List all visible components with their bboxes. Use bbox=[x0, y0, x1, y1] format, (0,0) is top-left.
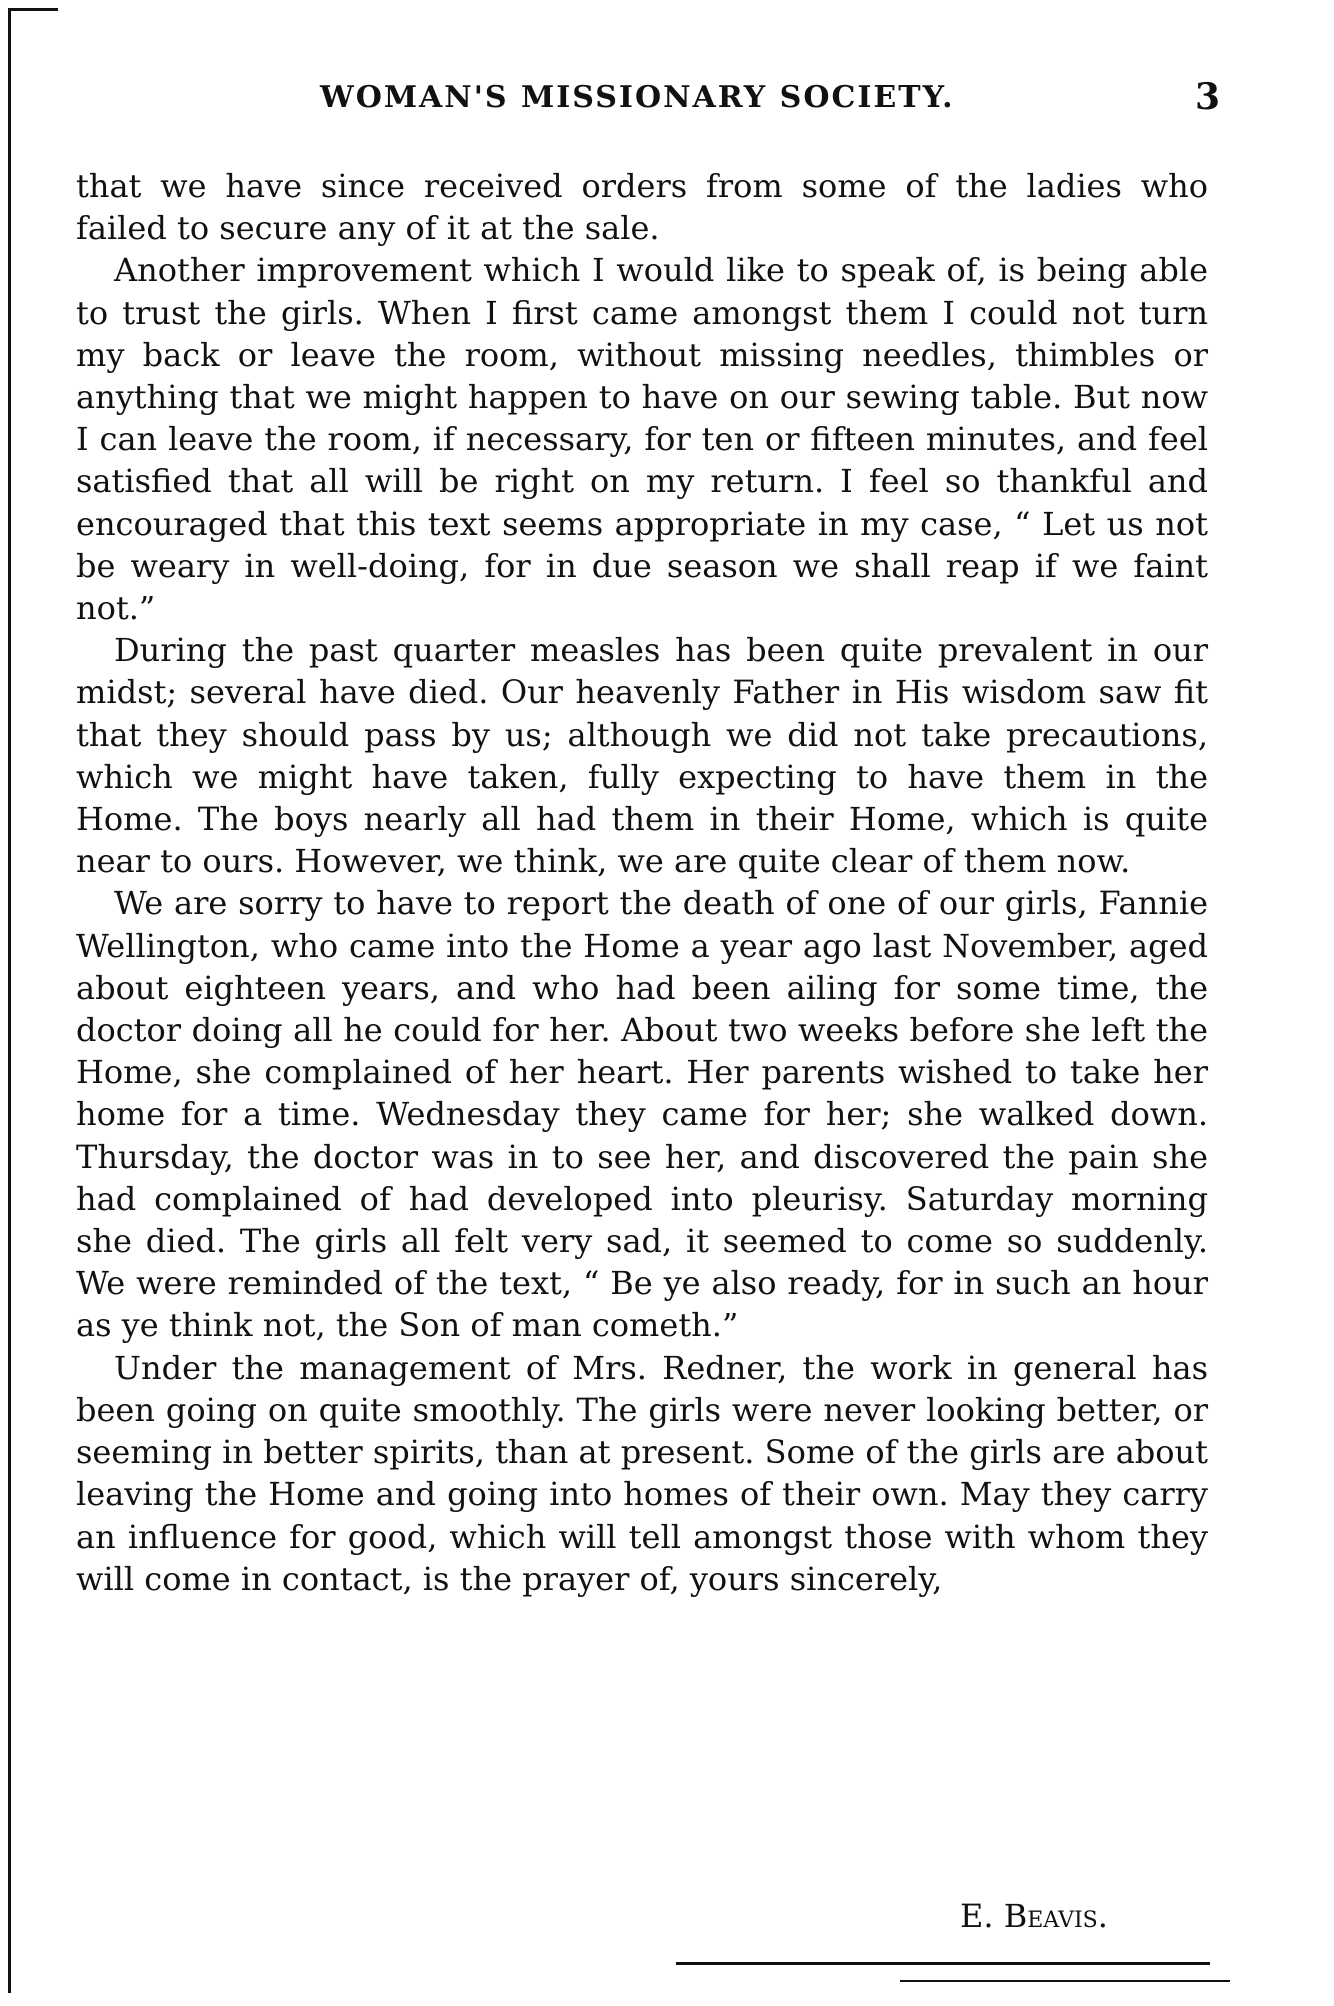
paragraph-death-report: We are sorry to have to report the death of one of our girls, Fannie Wellington, who came into the Home a year ago last November, aged about eighteen years, and who had been ailing for some time, the doctor doing all he could for her. About two weeks before she left the Home, she complained of her heart. Her parents wished to take her home for a time. Wednesday they came for her; she walked down. Thursday, the doctor was in to see her, and discovered the pain she had complained of had developed into pleurisy. Saturday morning she died. The girls all felt very sad, it seemed to come so suddenly. We were reminded of the text, “ Be ye also ready, for in such an hour as ye think not, the Son of man cometh.” bbox=[76, 884, 1208, 1345]
binding-edge-line bbox=[8, 8, 11, 1993]
paragraph-measles: During the past quarter measles has been quite prevalent in our midst; several have died. Our heavenly Father in His wisdom saw fit that they should pass by us; although we did not take precautions, which we might have taken, fully expecting to have them in the Home. The boys nearly all had them in their Home, which is quite near to ours. However, we think, we are quite clear of them now. bbox=[76, 631, 1208, 881]
page-number: 3 bbox=[1194, 76, 1220, 118]
paragraph-continuation: that we have since received orders from some of the ladies who failed to secure any of it at the sale. bbox=[76, 167, 1208, 248]
signature: E. Beavis. bbox=[960, 1897, 1108, 1935]
paragraph-improvement: Another improvement which I would like to speak of, is being able to trust the girls. When I first came amongst them I could not turn my back or leave the room, without missing needles, thimbles or anything that we might happen to have on our sewing table. But now I can leave the room, if necessary, for ten or fifteen minutes, and feel satisfied that all will be right on my return. I feel so thankful and encouraged that this text seems appropriate in my case, “ Let us not be weary in well-doing, for in due season we shall reap if we faint not.” bbox=[76, 251, 1208, 628]
paragraph-management: Under the management of Mrs. Redner, the work in general has been going on quite smoothly. The girls were never looking better, or seeming in better spirits, than at present. Some of the girls are about leaving the Home and going into homes of their own. May they carry an influence for good, which will tell amongst those with whom they will come in contact, is the prayer of, yours sincerely, bbox=[76, 1348, 1208, 1598]
body-text bbox=[76, 165, 1208, 1600]
page-header bbox=[320, 76, 1220, 130]
footer-rule-short bbox=[900, 1980, 1230, 1982]
binding-corner-mark bbox=[8, 8, 58, 11]
running-head: WOMAN'S MISSIONARY SOCIETY. bbox=[320, 80, 955, 115]
footer-rule bbox=[676, 1962, 1210, 1965]
